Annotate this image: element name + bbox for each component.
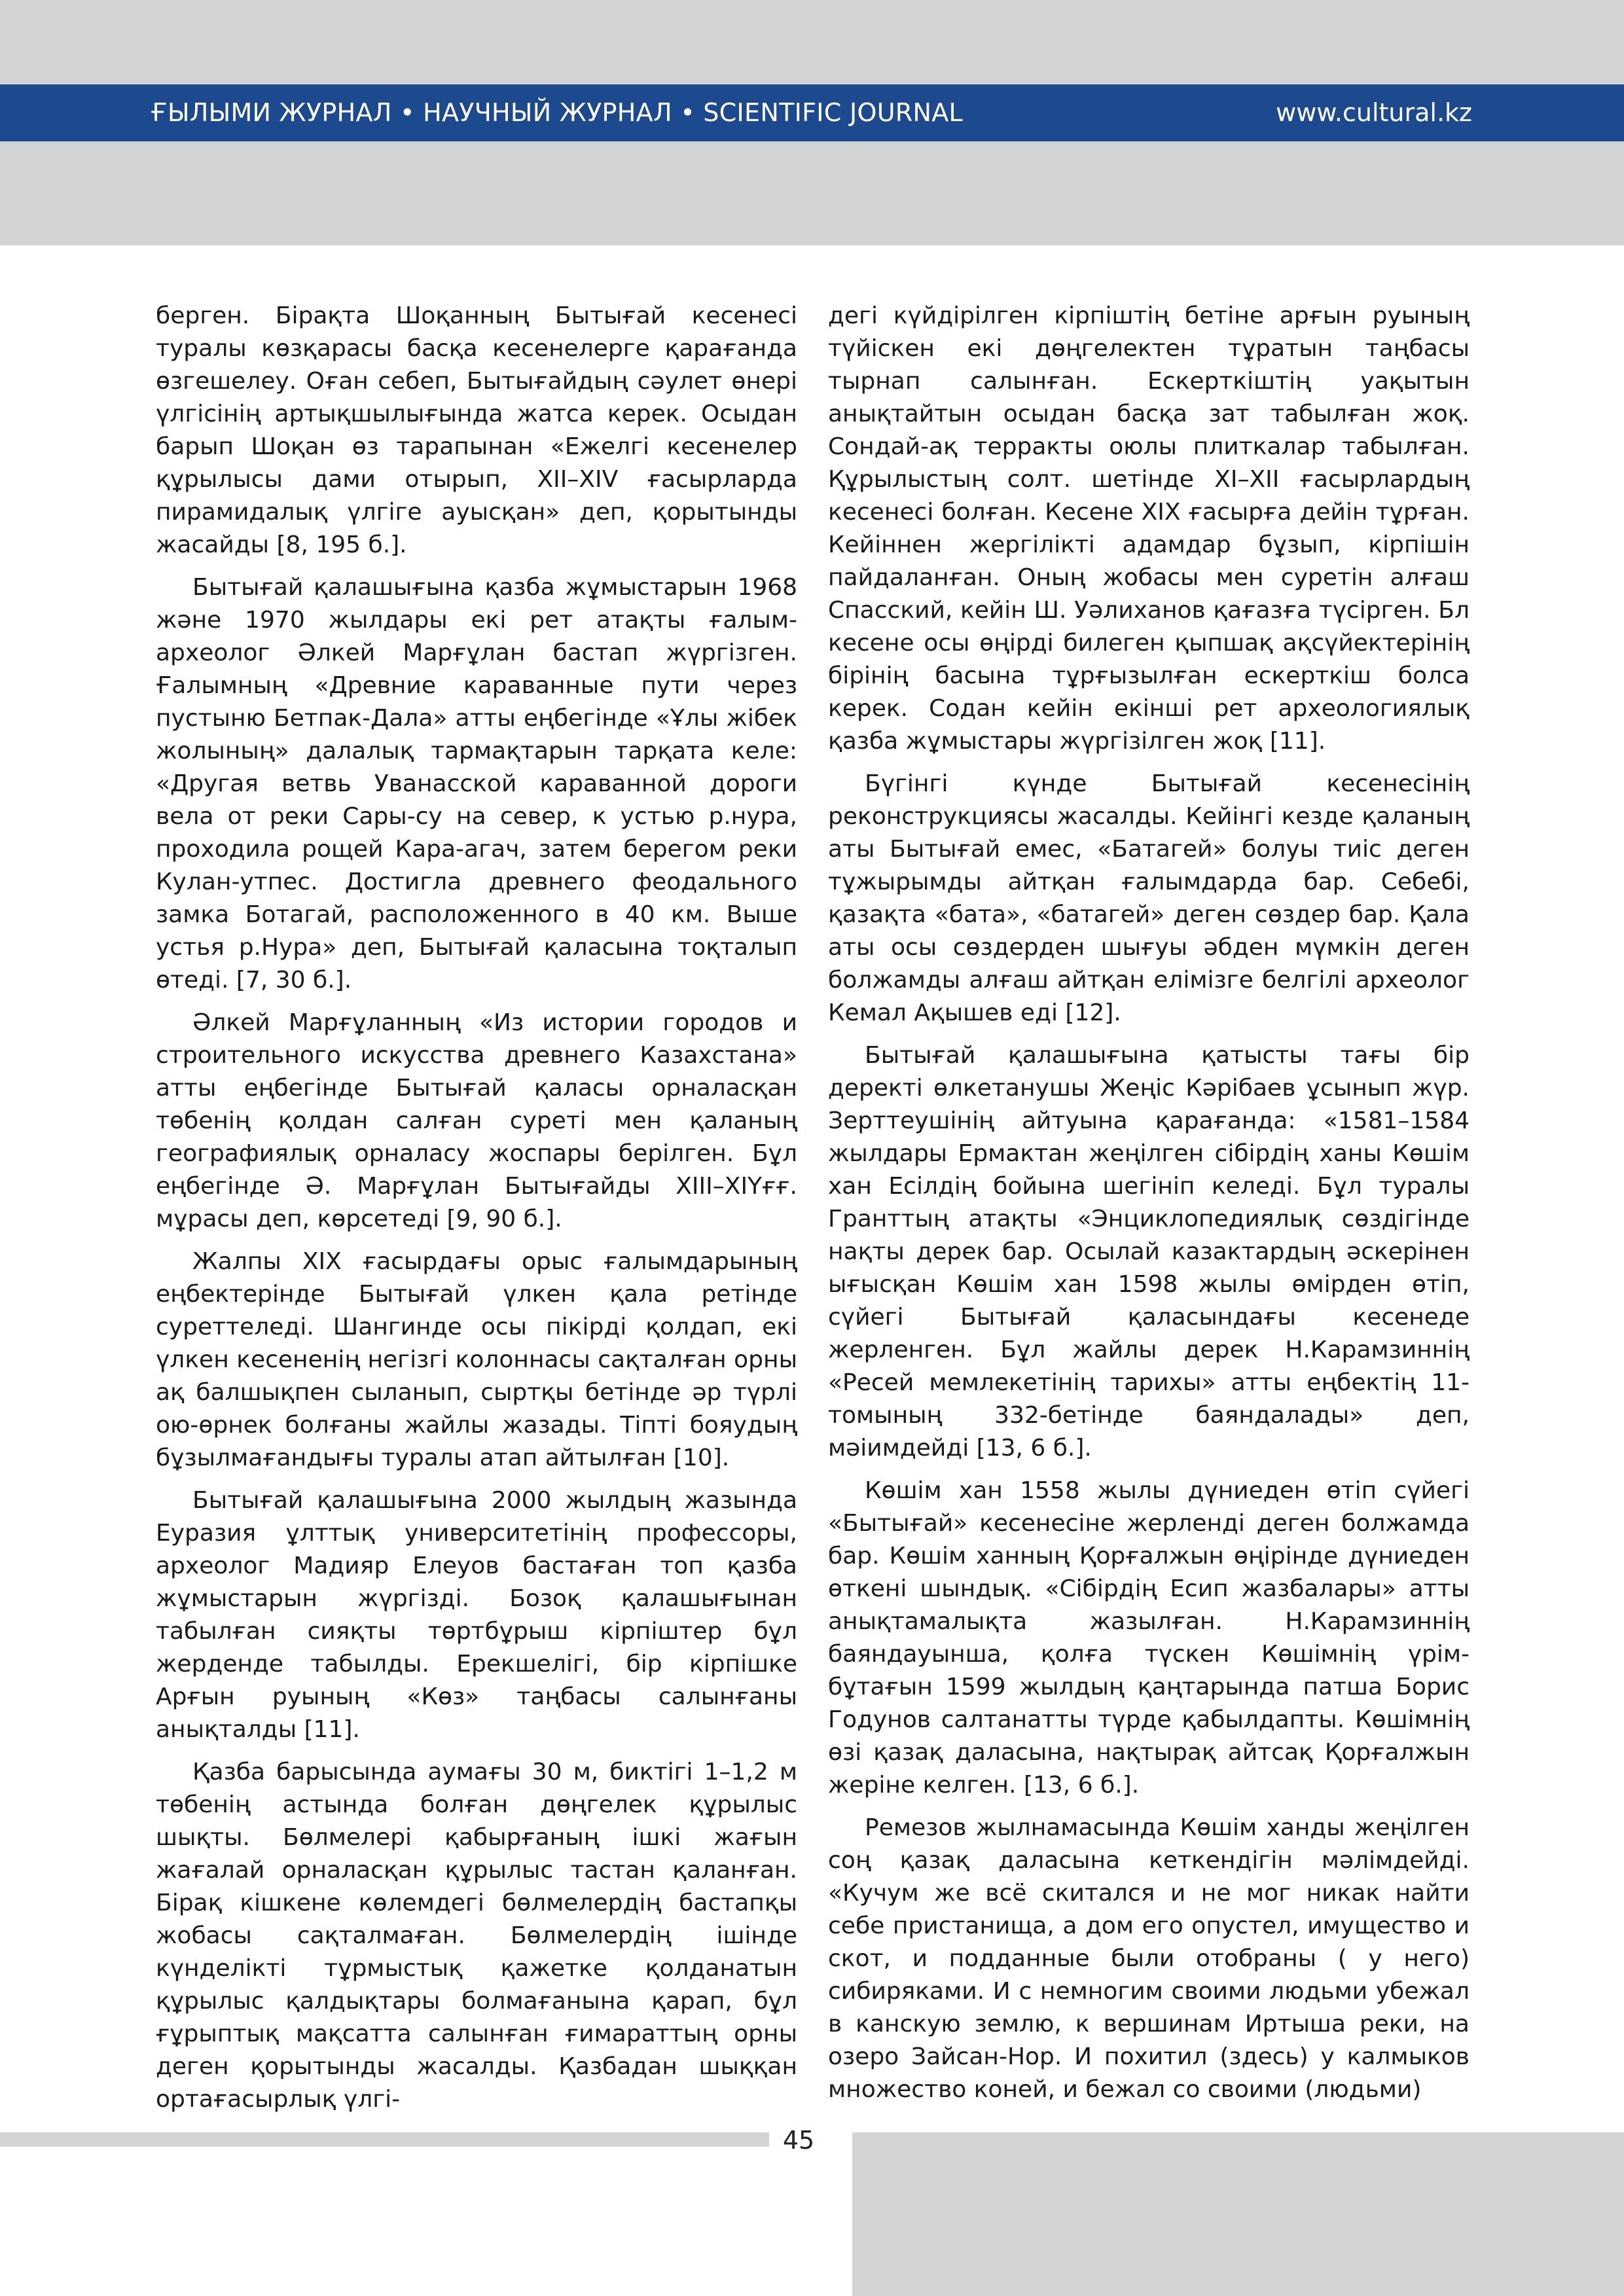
journal-title: ҒЫЛЫМИ ЖУРНАЛ • НАУЧНЫЙ ЖУРНАЛ • SCIENTIFIC JOURNAL	[151, 98, 964, 127]
paragraph: берген. Бірақта Шоқанның Бытығай кесенесі туралы көзқарасы басқа кесенелерге қарағанда өзгешелеу. Оған себеп, Бытығайдың сәулет өнері үлгісінің артықшылығында жатса керек. Осыдан барып Шоқан өз тарапынан «Ежелгі кесенелер құрылысы дами отырып, XII–XIV ғасырларда пирамидалық үлгіге ауысқан» деп, қорытынды жасайды [8, 195 б.].	[156, 302, 797, 558]
paragraph: Бытығай қалашығына қазба жұмыстарын 1968 және 1970 жылдары екі рет атақты ғалым-археолог Әлкей Марғұлан бастап жүргізген. Ғалымның «Древние караванные пути через пустыню Бетпак-Дала» атты еңбегінде «Ұлы жібек жолының» далалық тармақтарын тарқата келе: «Другая ветвь Уванасской караванной дороги вела от реки Сары-су на север, к устью р.нура, проходила рощей Кара-агач, затем берегом реки Кулан-утпес. Достигла древнего феодального замка Ботагай, расположенного в 40 км. Выше устья р.Нура» деп, Бытығай қаласына тоқталып өтеді. [7, 30 б.].	[156, 574, 797, 994]
footer-rule	[0, 2132, 769, 2147]
paragraph: Көшім хан 1558 жылы дүниеден өтіп сүйегі «Бытығай» кесенесіне жерленді деген болжамда бар. Көшім ханның Қорғалжын өңірінде дүниеден өткені шындық. «Сібірдің Есип жазбалары» атты анықтамалықта жазылған. Н.Карамзиннің баяндауынша, қолға түскен Көшімнің үрім-бұтағын 1599 жылдың қаңтарында патша Борис Годунов салтанатты түрде қабылдапты. Көшімнің өзі қазақ даласына, нақтырақ айтсақ Қорғалжын жеріне келген. [13, 6 б.].	[828, 1477, 1470, 1799]
paragraph: Жалпы XIX ғасырдағы орыс ғалымдарының еңбектерінде Бытығай үлкен қала ретінде суреттеледі. Шангинде осы пікірді қолдап, екі үлкен кесененің негізгі колоннасы сақталған орны ақ балшықпен сыланып, сыртқы бетінде әр түрлі ою-өрнек болғаны жайлы жазады. Тіпті бояудың бұзылмағандығы туралы атап айтылған [10].	[156, 1248, 797, 1471]
paragraph: Ремезов жылнамасында Көшім ханды жеңілген соң қазақ даласына кеткендігін мәлімдейді. «Кучум же всё скитался и не мог никак найти себе пристанища, а дом его опустел, имущество и скот, и подданные были отобраны ( у него) сибиряками. И с немногим своими людьми убежал в канскую землю, к вершинам Иртыша реки, на озеро Зайсан-Нор. И похитил (здесь) у калмыков множество коней, и бежал со своими (людьми)	[828, 1814, 1470, 2103]
footer-gray-block	[852, 2132, 1624, 2296]
left-text-column	[156, 300, 797, 2126]
journal-header-band	[0, 84, 1624, 141]
paragraph: Әлкей Марғұланның «Из истории городов и строительного искусства древнего Казахстана» атты еңбегінде Бытығай қаласы орналасқан төбенің қолдан салған суреті мен қаланың географиялық орналасу жоспары берілген. Бұл еңбегінде Ә. Марғұлан Бытығайды XIII–XIYғғ. мұрасы деп, көрсетеді [9, 90 б.].	[156, 1009, 797, 1232]
paragraph: дегі күйдірілген кірпіштің бетіне арғын руының түйіскен екі дөңгелектен тұратын таңбасы тырнап салынған. Ескерткіштің уақытын анықтайтын осыдан басқа зат табылған жоқ. Сондай-ақ терракты оюлы плиткалар табылған. Құрылыстың солт. шетінде XI–XII ғасырлардың кесенесі болған. Кесене XIX ғасырға дейін тұрған. Кейіннен жергілікті адамдар бұзып, кірпішін пайдаланған. Оның жобасы мен суретін алғаш Спасский, кейін Ш. Уәлиханов қағазға түсірген. Бл кесене осы өңірді билеген қыпшақ ақсүйектерінің бірінің басына тұрғызылған ескерткіш болса керек. Содан кейін екінші рет археологиялық қазба жұмыстары жүргізілген жоқ [11].	[828, 302, 1470, 755]
paragraph: Қазба барысында аумағы 30 м, биктігі 1–1,2 м төбенің астында болған дөңгелек құрылыс шықты. Бөлмелері қабырғаның ішкі жағын жағалай орналасқан құрылыс тастан қаланған. Бірақ кішкене көлемдегі бөлмелердің бастапқы жобасы сақталмаған. Бөлмелердің ішінде күнделікті тұрмыстық қажетке қолданатын құрылыс қалдықтары болмағанына қарап, бұл ғұрыптық мақсатта салынған ғимараттың орны деген қорытынды жасалды. Қазбадан шыққан ортағасырлық үлгі-	[156, 1759, 797, 2113]
paragraph: Бытығай қалашығына қатысты тағы бір деректі өлкетанушы Жеңіс Кәрібаев ұсынып жүр. Зерттеушінің айтуына қарағанда: «1581–1584 жылдары Ермактан жеңілген сібірдің ханы Көшім хан Есілдің бойына шегініп келеді. Бұл туралы Гранттың атақты «Энциклопедиялық сөздігінде нақты дерек бар. Осылай казактардың әскерінен ығысқан Көшім хан 1598 жылы өмірден өтіп, сүйегі Бытығай қаласындағы кесенеде жерленген. Бұл жайлы дерек Н.Карамзиннің «Ресей мемлекетінің тарихы» атты еңбектің 11-томының 332-бетінде баяндалады» деп, мәіимдейді [13, 6 б.].	[828, 1042, 1470, 1462]
page-number: 45	[782, 2126, 815, 2155]
paragraph: Бытығай қалашығына 2000 жылдың жазында Еуразия ұлттық университетінің профессоры, археолог Мадияр Елеуов бастаған топ қазба жұмыстарын жүргізді. Бозоқ қалашығынан табылған сияқты төртбұрыш кірпіштер бұл жерденде табылды. Ерекшелігі, бір кірпішке Арғын руының «Көз» таңбасы салынғаны анықталды [11].	[156, 1487, 797, 1743]
paragraph: Бүгінгі күнде Бытығай кесенесінің реконструкциясы жасалды. Кейінгі кезде қаланың аты Бытығай емес, «Батагей» болуы тиіс деген тұжырымды айтқан ғалымдарда бар. Себебі, қазақта «бата», «батагей» деген сөздер бар. Қала аты осы сөздерден шығуы әбден мүмкін деген болжамды алғаш айтқан елімізге белгілі археолог Кемал Ақышев еді [12].	[828, 770, 1470, 1026]
right-text-column	[828, 300, 1470, 2116]
website-link[interactable]: www.cultural.kz	[1276, 98, 1472, 127]
